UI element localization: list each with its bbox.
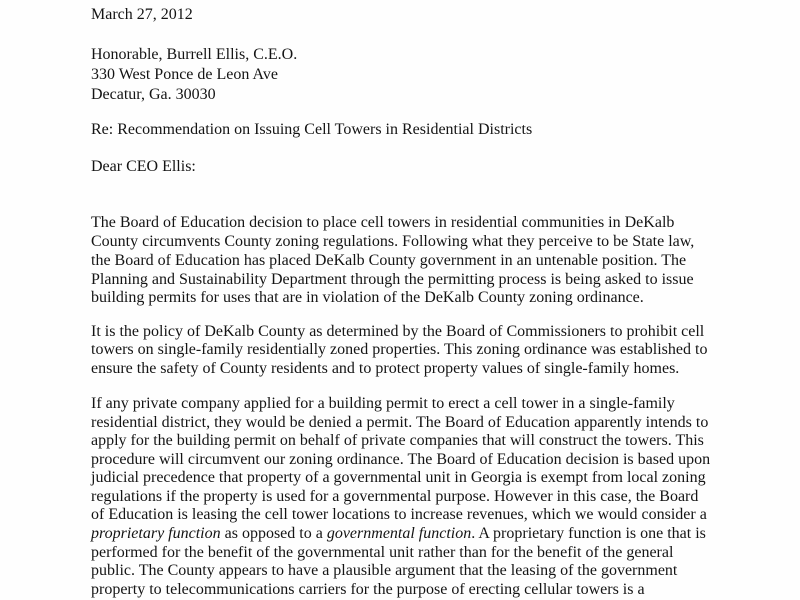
recipient-street: 330 West Ponce de Leon Ave	[91, 66, 278, 83]
recipient-city: Decatur, Ga. 30030	[91, 86, 216, 103]
paragraph3-line: performed for the benefit of the governmental unit rather than for the benefit of the general	[91, 544, 674, 561]
recipient-name: Honorable, Burrell Ellis, C.E.O.	[91, 46, 298, 63]
paragraph3-line-with-terms	[91, 524, 706, 543]
term-connector: as opposed to a	[220, 525, 327, 542]
paragraph1-line: the Board of Education has placed DeKalb County government in an untenable position. The	[91, 252, 687, 269]
term-proprietary-function: proprietary function	[91, 525, 221, 542]
salutation: Dear CEO Ellis:	[91, 158, 196, 175]
paragraph3-line: public. The County appears to have a plausible argument that the leasing of the government	[91, 562, 678, 579]
paragraph3-line: judicial precedence that property of a governmental unit in Georgia is exempt from local zoning	[91, 469, 706, 486]
paragraph3-line: apply for the building permit on behalf of private companies that will construct the towers. This	[91, 432, 704, 449]
paragraph2-line: ensure the safety of County residents and to protect property values of single-family homes.	[91, 360, 680, 377]
term-line-ending: . A proprietary function is one that is	[471, 525, 706, 542]
paragraph1-line: Planning and Sustainability Department through the permitting process is being asked to issue	[91, 271, 694, 288]
paragraph3-line: property to telecommunications carriers for the purpose of erecting cellular towers is a	[91, 581, 645, 598]
subject-line: Re: Recommendation on Issuing Cell Towers in Residential Districts	[91, 121, 533, 138]
paragraph3-line: of Education is leasing the cell tower locations to increase revenues, which we would consider a	[91, 506, 707, 523]
paragraph1-line: County circumvents County zoning regulations. Following what they perceive to be State law,	[91, 233, 695, 250]
paragraph1-line: The Board of Education decision to place cell towers in residential communities in DeKalb	[91, 214, 675, 231]
paragraph3-line: residential district, they would be denied a permit. The Board of Education apparently intends to	[91, 414, 709, 431]
letter-date: March 27, 2012	[91, 6, 193, 23]
paragraph3-line: If any private company applied for a building permit to erect a cell tower in a single-family	[91, 395, 675, 412]
paragraph2-line: towers on single-family residentially zoned properties. This zoning ordinance was established to	[91, 341, 708, 358]
paragraph3-line: procedure will circumvent our zoning ordinance. The Board of Education decision is based upon	[91, 451, 711, 468]
paragraph2-line: It is the policy of DeKalb County as determined by the Board of Commissioners to prohibit cell	[91, 323, 705, 340]
paragraph1-line: building permits for uses that are in violation of the DeKalb County zoning ordinance.	[91, 289, 644, 306]
paragraph3-line: regulations if the property is used for a governmental purpose. However in this case, the Board	[91, 488, 699, 505]
term-governmental-function: governmental function	[326, 525, 472, 542]
